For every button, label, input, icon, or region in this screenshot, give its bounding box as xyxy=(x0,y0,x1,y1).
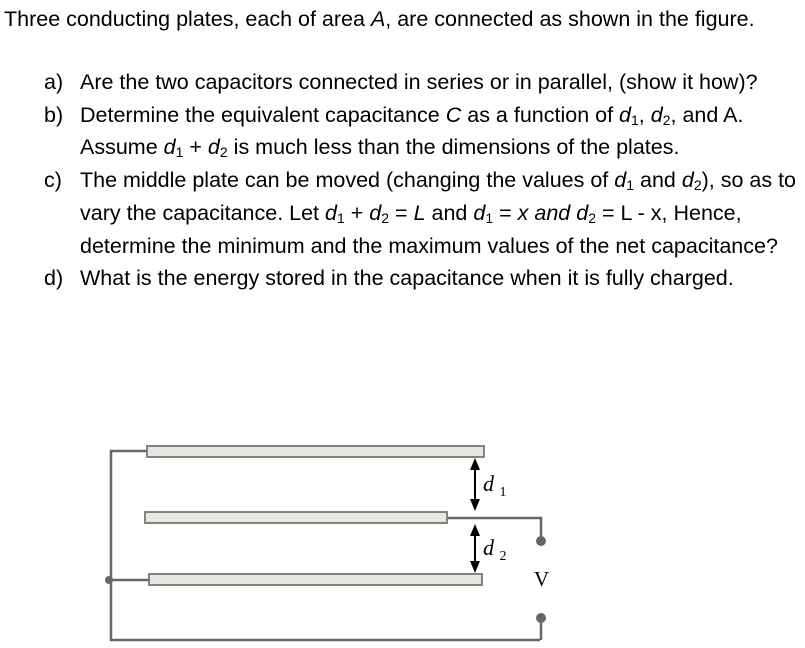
question-marker: b) xyxy=(44,102,64,127)
middle-plate xyxy=(145,512,447,523)
label-d2: d $_2$ xyxy=(483,535,507,564)
question-text: Determine the equivalent capacitance C as a function of $d_1$, $d_2$, and A. Assume $d_1 + d_2$ is much less than the dimensions of the plates. xyxy=(80,102,744,161)
arrow-head-up xyxy=(470,458,480,470)
arrow-head-down xyxy=(470,561,480,573)
question-c xyxy=(0,164,805,262)
question-list xyxy=(0,66,805,295)
question-a xyxy=(0,66,805,99)
circuit-wires xyxy=(109,451,541,640)
question-marker: d) xyxy=(44,266,64,291)
terminal-dot xyxy=(536,613,546,623)
question-text: Are the two capacitors connected in series or in parallel, (show it how)? xyxy=(80,70,758,94)
bottom-plate xyxy=(149,574,482,585)
top-plate xyxy=(147,446,484,457)
problem-intro xyxy=(4,4,804,35)
terminal-dot xyxy=(536,536,546,546)
question-d xyxy=(0,262,805,295)
question-marker: c) xyxy=(44,168,62,193)
question-text: What is the energy stored in the capacitance when it is fully charged. xyxy=(80,266,734,291)
arrow-head-up xyxy=(470,524,480,536)
d1-label-text: d xyxy=(483,471,494,496)
label-v: V xyxy=(534,567,550,591)
separation-arrows xyxy=(470,458,480,573)
label-d1: d $_1$ xyxy=(483,471,507,500)
junction-dot xyxy=(105,576,113,584)
d2-label-text: d xyxy=(483,535,494,560)
question-b xyxy=(0,99,805,164)
intro-text: Three conducting plates, each of area A, are connected as shown in the figure. xyxy=(4,7,755,31)
arrow-head-down xyxy=(470,499,480,511)
question-marker: a) xyxy=(44,70,64,94)
question-text: The middle plate can be moved (changing the values of $d_1$ and $d_2$), so as to vary the capacitance. Let $d_1 + d_2 = L$ and $d_1 = x$ and $d_2 = L - x$, Hence, determine the minimum and the maximum values of the net capacitance? xyxy=(80,168,797,258)
